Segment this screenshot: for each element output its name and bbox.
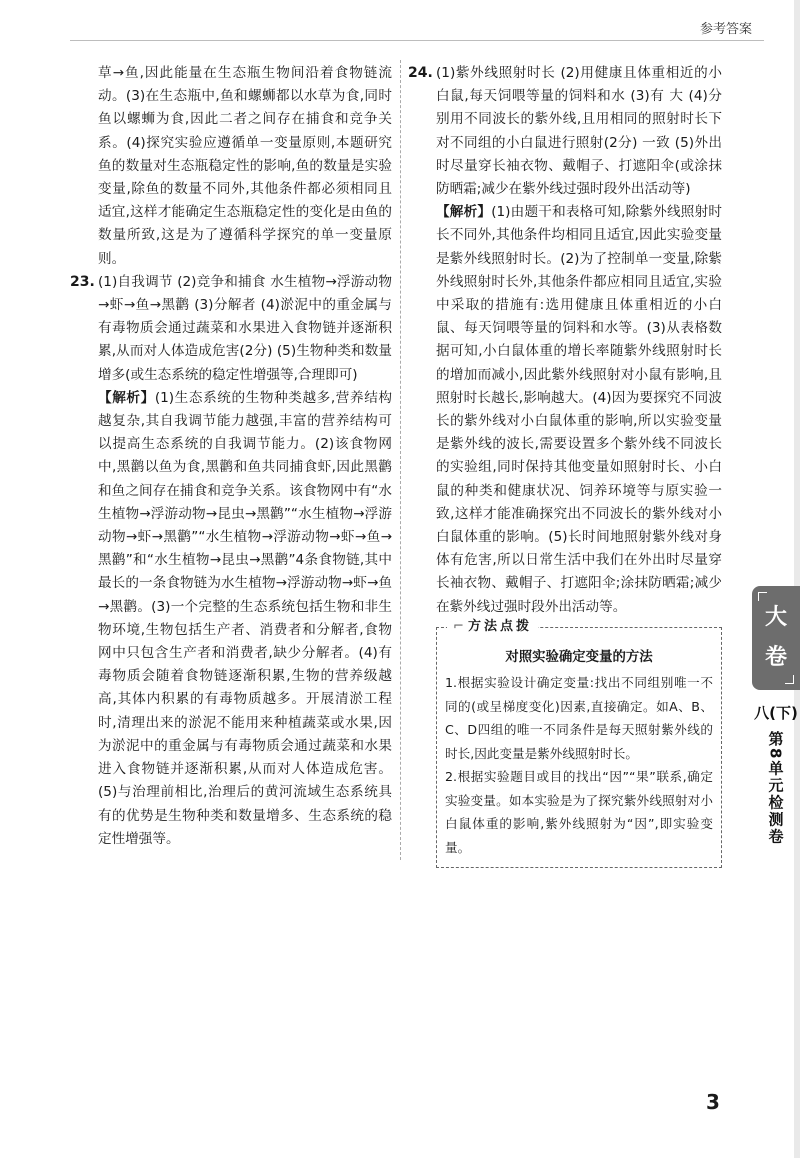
side-tab-char: 大: [764, 605, 787, 630]
answer-text: (1)紫外线照射时长 (2)用健康且体重相近的小白鼠,每天饲喂等量的饲料和水 (3)有 大 (4)分别用不同波长的紫外线,且用相同的照射时长下对不同组的小白鼠进行照射(2分) 一致 (5)外出时尽量穿长袖衣物、戴帽子、打遮阳伞(或涂抹防晒霜;减少在紫外线过强时段外出活动等): [436, 65, 722, 198]
question-23: [70, 271, 392, 851]
header-rule: [70, 40, 764, 41]
analysis-tag: 【解析】: [436, 204, 492, 221]
side-grade: 八(下): [754, 704, 798, 722]
analysis-body: (1)生态系统的生物种类越多,营养结构越复杂,其自我调节能力越强,丰富的营养结构可以提高生态系统的自我调节能力。(2)该食物网中,黑鹳以鱼为食,黑鹳和鱼共同捕食虾,因此黑鹳和鱼之间存在捕食和竞争关系。该食物网中有“水生植物→浮游动物→昆虫→黑鹳”“水生植物→浮游动物→虾→黑鹳”“水生植物→浮游动物→虾→鱼→黑鹳”和“水生植物→昆虫→黑鹳”4条食物链,其中最长的一条食物链为水生植物→浮游动物→虾→鱼→黑鹳。(3)一个完整的生态系统包括生物和非生物环境,生物包括生产者、消费者和分解者,食物网中只包含生产者和消费者,缺少分解者。(4)有毒物质会随着食物链逐渐积累,生物的营养级越高,其体内积累的有毒物质越多。开展清淤工程时,清理出来的淤泥不能用来种植蔬菜或水果,因为淤泥中的重金属与有毒物质会通过蔬菜和水果进入食物链并逐渐积累,从而对人体造成危害。(5)与治理前相比,治理后的黄河流域生态系统具有的优势是生物种类和数量增多、生态系统的稳定性增强等。: [98, 389, 393, 847]
method-tip-box: [436, 618, 722, 869]
side-unit-info: [752, 702, 800, 849]
answer-text: (1)自我调节 (2)竞争和捕食 水生植物→浮游动物→虾→鱼→黑鹳 (3)分解者 (4)淤泥中的重金属与有毒物质会通过蔬菜和水果进入食物链并逐渐积累,从而对人体造成危害(2分) (5)生物种类和数量增多(或生态系统的稳定性增强等,合理即可): [98, 273, 392, 383]
q22-continued-text: 草→鱼,因此能量在生态瓶生物间沿着食物链流动。(3)在生态瓶中,鱼和螺蛳都以水草为食,同时鱼以螺蛳为食,因此二者之间存在捕食和竞争关系。(4)探究实验应遵循单一变量原则,本题研究鱼的数量对生态瓶稳定性的影响,鱼的数量是实验变量,除鱼的数量不同外,其他条件都必须相同且适宜,这样才能确定生态瓶稳定性的变化是由鱼的数量所致,这是为了遵循科学探究的单一变量原则。: [98, 65, 392, 267]
side-tab-label: [752, 598, 800, 678]
page-number: 3: [706, 1090, 720, 1114]
page-edge-strip: [794, 0, 800, 1158]
corner-mark-icon: ⌐: [453, 618, 469, 634]
analysis-body: (1)由题干和表格可知,除紫外线照射时长不同外,其他条件均相同且适宜,因此实验变量是紫外线照射时长。(2)为了控制单一变量,除紫外线照射时长外,其他条件都应相同且适宜,实验中采取的措施有:选用健康且体重相近的小白鼠、每天饲喂等量的饲料和水等。(3)从表格数据可知,小白鼠体重的增长率随紫外线照射时长的增加而减小,因此紫外线照射对小鼠有影响,且照射时长越长,影响越大。(4)因为要探究不同波长的紫外线对小白鼠体重的影响,所以实验变量是紫外线的波长,需要设置多个紫外线不同波长的实验组,同时保持其他变量如照射时长、小白鼠的种类和健康状况、饲养环境等与原实验一致,这样才能准确探究出不同波长的紫外线对小白鼠体重的影响。(5)长时间地照射紫外线对身体有危害,所以日常生活中我们在外出时尽量穿长袖衣物、戴帽子、打遮阳伞;涂抹防晒霜;减少在紫外线过强时段外出活动等。: [436, 204, 722, 615]
header-label: 参考答案: [699, 22, 752, 37]
method-tip-line: 1.根据实验设计确定变量:找出不同组别唯一不同的(或呈梯度变化)因素,直接确定。如A、B、C、D四组的唯一不同条件是每天照射紫外线的时长,因此变量是紫外线照射时长。: [445, 675, 713, 761]
analysis-text: [98, 387, 392, 851]
method-tip-line: 2.根据实验题目或目的找出“因”“果”联系,确定实验变量。如本实验是为了探究紫外线照射对小白鼠体重的影响,紫外线照射为“因”,即实验变量。: [445, 769, 713, 855]
left-column: [70, 62, 392, 851]
side-tab: [752, 586, 800, 690]
right-column: [408, 62, 722, 868]
column-divider: [400, 60, 401, 860]
method-tip-title: ⌐ 方法点拨: [447, 615, 538, 639]
analysis-tag: 【解析】: [98, 389, 155, 406]
side-tab-char: 卷: [764, 645, 787, 670]
side-unit-title: 第8单元检测卷: [766, 731, 785, 846]
question-number: 24.: [408, 65, 433, 81]
analysis-text: [436, 201, 722, 619]
question-number: 23.: [70, 273, 95, 290]
method-tip-heading: 对照实验确定变量的方法: [505, 649, 653, 665]
question-24: [408, 62, 722, 619]
